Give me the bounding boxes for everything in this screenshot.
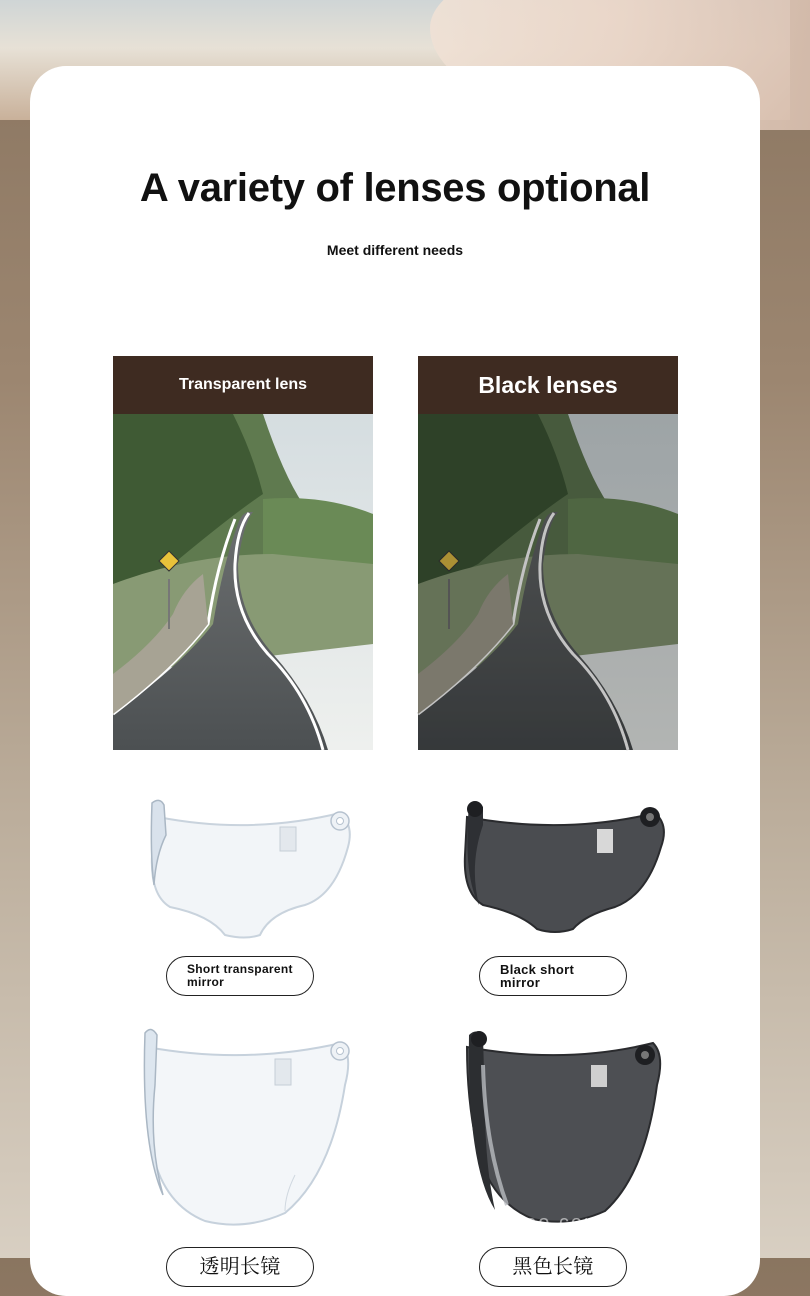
road-view-photo [113,414,373,750]
transparent-long-mirror-label: 透明长镜 [166,1247,314,1287]
road-view-photo-tinted [418,414,678,750]
long-black-lens-image [455,1025,670,1230]
panel-label: Black lenses [478,371,618,398]
black-short-lens-image [455,795,670,940]
long-transparent-lens-image [135,1025,360,1230]
transparent-lens-panel [113,356,373,750]
panel-header [113,356,373,414]
short-transparent-mirror-label: Short transparent mirror [166,956,314,996]
watermark: ecoo.com [500,1212,603,1234]
page-subtitle: Meet different needs [326,242,464,258]
black-long-mirror-label: 黑色长镜 [479,1247,627,1287]
short-transparent-lens-image [140,795,355,940]
panel-label: Transparent lens [178,376,308,393]
panel-header [418,356,678,414]
page-title: A variety of lenses optional [139,166,651,210]
black-lens-panel [418,356,678,750]
black-short-mirror-label: Black short mirror [479,956,627,996]
